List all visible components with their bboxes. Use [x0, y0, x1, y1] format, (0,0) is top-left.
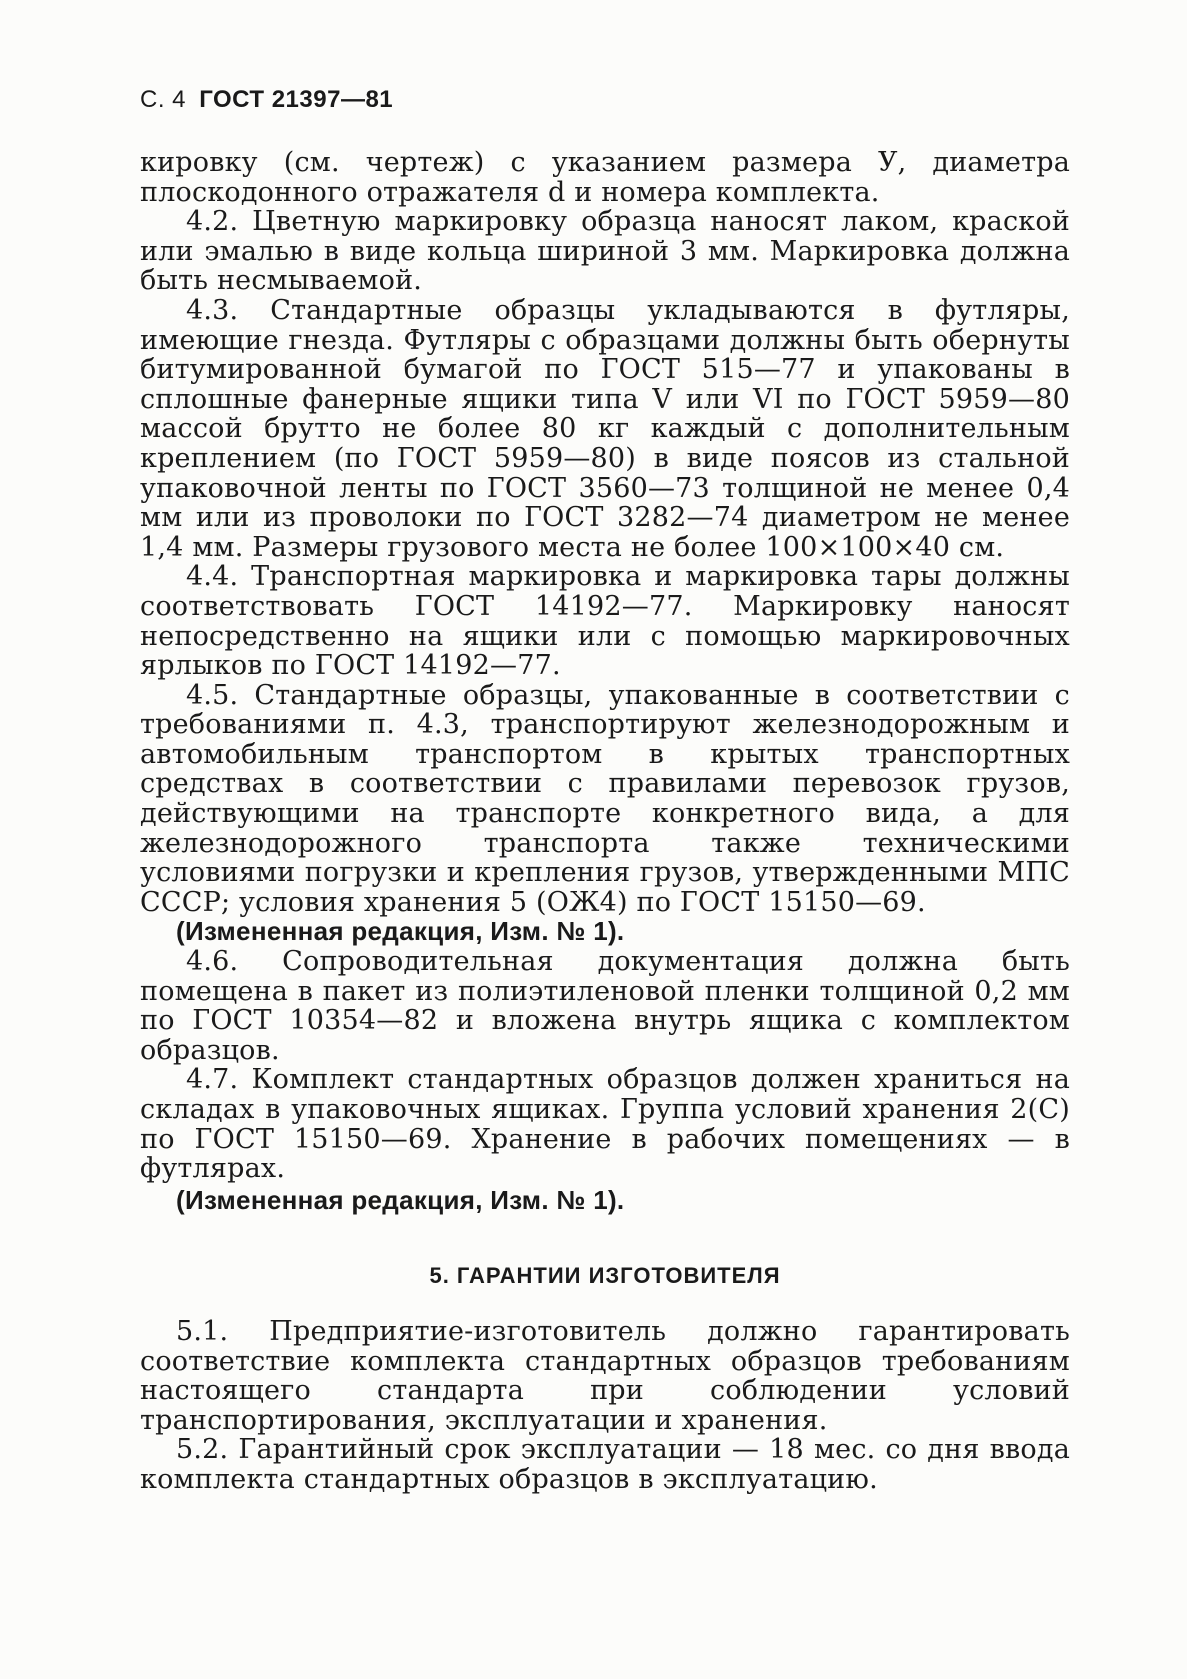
page-number: С. 4 — [140, 86, 187, 113]
amendment-note-1: (Измененная редакция, Изм. № 1). — [176, 916, 625, 947]
paragraph-4-6: 4.6. Сопроводительная документация должна быть помещена в пакет из полиэтиленовой пленки толщиной 0,2 мм по ГОСТ 10354—82 и вложена внутрь ящика с комплектом образцов. — [140, 946, 1070, 1066]
standard-code: ГОСТ 21397—81 — [199, 86, 394, 113]
amendment-note-2: (Измененная редакция, Изм. № 1). — [176, 1184, 625, 1215]
paragraph-4-5: 4.5. Стандартные образцы, упакованные в соответствии с требованиями п. 4.3, транспортируют железнодорожным и автомобильным транспортом в крытых транспортных средствах в соответствии с правилами перевозок грузов, действующими на транспорте конкретного вида, а для железнодорожного транспорта также техническими условиями погрузки и крепления грузов, утвержденными МПС СССР; условия хранения 5 (ОЖ4) по ГОСТ 15150—69. — [140, 679, 1070, 918]
paragraph-4-4: 4.4. Транспортная маркировка и маркировка тары должны соответствовать ГОСТ 14192—77. Маркировку наносят непосредственно на ящики или с помощью маркировочных ярлыков по ГОСТ 14192—77. — [140, 561, 1070, 682]
paragraph-4-7: 4.7. Комплект стандартных образцов должен храниться на складах в упаковочных ящиках. Группа условий хранения 2(С) по ГОСТ 15150—69. Хранение в рабочих помещениях — в футлярах. — [140, 1064, 1070, 1185]
page-header — [140, 86, 393, 114]
paragraph-5-2: 5.2. Гарантийный срок эксплуатации — 18 мес. со дня ввода комплекта стандартных образцов в эксплуатацию. — [140, 1434, 1070, 1495]
section-5-heading: 5. ГАРАНТИИ ИЗГОТОВИТЕЛЯ — [429, 1263, 781, 1289]
paragraph-continuation: кировку (см. чертеж) с указанием размера У, диаметра плоскодонного отражателя d и номера комплекта. — [140, 147, 1070, 208]
paragraph-4-3: 4.3. Стандартные образцы укладываются в футляры, имеющие гнезда. Футляры с образцами должны быть обернуты битумированной бумагой по ГОСТ 515—77 и упакованы в сплошные фанерные ящики типа V или VI по ГОСТ 5959—80 массой брутто не более 80 кг каждый с дополнительным креплением (по ГОСТ 5959—80) в виде поясов из стальной упаковочной ленты по ГОСТ 3560—73 толщиной не менее 0,4 мм или из проволоки по ГОСТ 3282—74 диаметром не менее 1,4 мм. Размеры грузового места не более 100×100×40 см. — [140, 294, 1070, 563]
paragraph-4-2: 4.2. Цветную маркировку образца наносят лаком, краской или эмалью в виде кольца шириной 3 мм. Маркировка должна быть несмываемой. — [140, 206, 1070, 297]
document-body — [140, 148, 1070, 1495]
paragraph-5-1: 5.1. Предприятие-изготовитель должно гарантировать соответствие комплекта стандартных образцов требованиям настоящего стандарта при соблюдении условий транспортирования, эксплуатации и хранения. — [140, 1315, 1070, 1436]
